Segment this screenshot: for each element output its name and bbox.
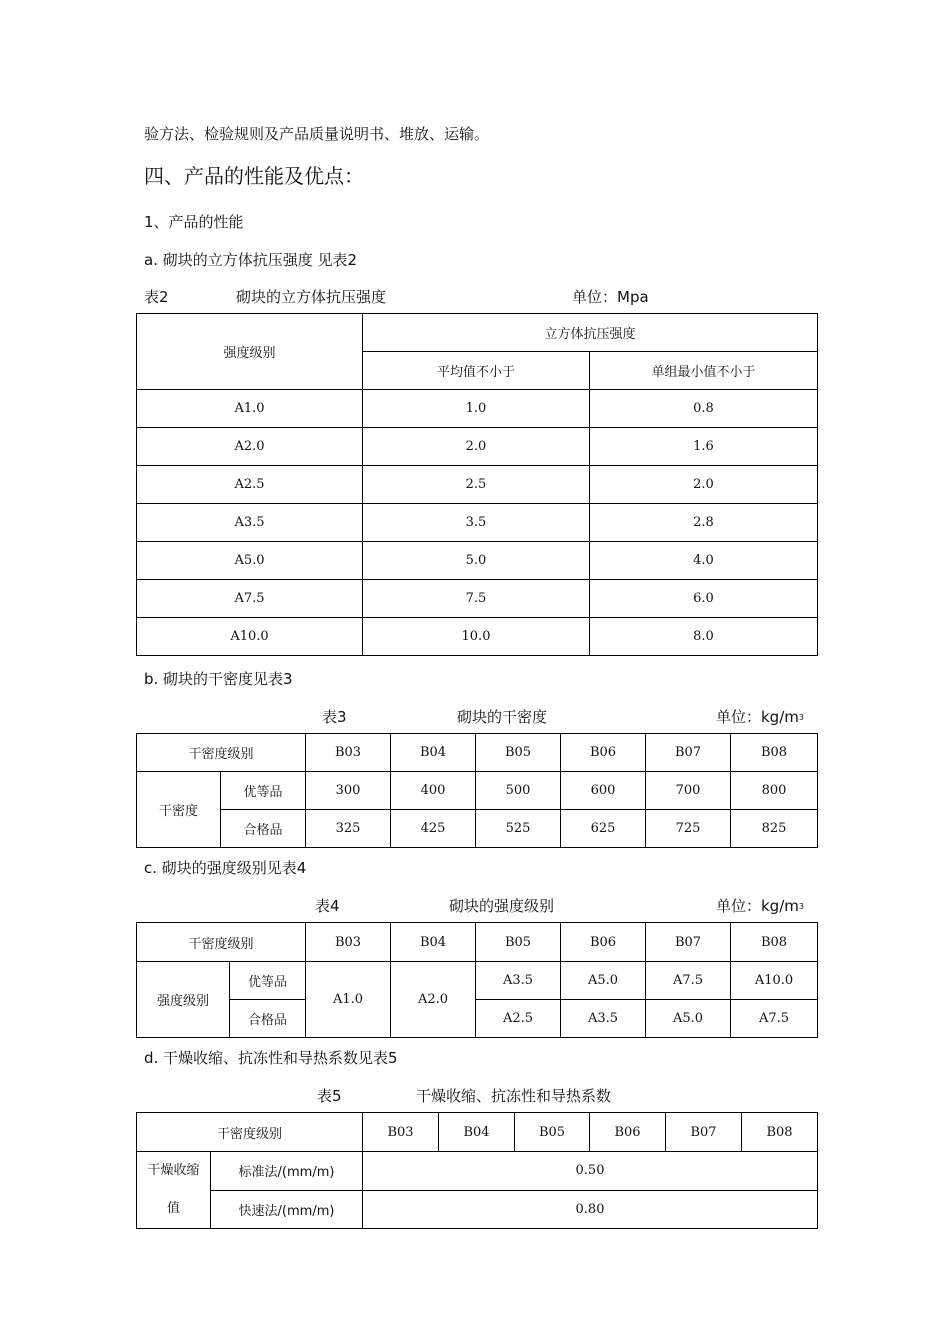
table3-row-superior: 优等品 — [221, 772, 306, 810]
table-row — [137, 390, 818, 428]
table2-cell-min: 4.0 — [590, 542, 818, 580]
table4-cell: A5.0 — [561, 962, 646, 1000]
table3-grade-b06: B06 — [561, 734, 646, 772]
table5-col-grade: 干密度级别 — [137, 1113, 363, 1152]
table3-grade-b07: B07 — [646, 734, 731, 772]
table2-cell-avg: 10.0 — [363, 618, 590, 656]
sub-heading: 1、产品的性能 — [144, 213, 244, 231]
table4-grade-b04: B04 — [391, 923, 476, 962]
table3-grade-b05: B05 — [476, 734, 561, 772]
table4 — [136, 922, 818, 1038]
table4-title: 砌块的强度级别 — [449, 897, 555, 915]
table2-cell-min: 6.0 — [590, 580, 818, 618]
table4-grade-b03: B03 — [306, 923, 391, 962]
table2 — [136, 313, 818, 656]
table2-cell-min: 0.8 — [590, 390, 818, 428]
table2-cell-min: 2.8 — [590, 504, 818, 542]
table2-col-min: 单组最小值不小于 — [590, 352, 818, 390]
table-row — [137, 1000, 818, 1038]
table3-label: 表3 — [322, 708, 347, 726]
table-row — [137, 618, 818, 656]
section-heading: 四、产品的性能及优点： — [144, 164, 364, 188]
table3-row-qualified: 合格品 — [221, 810, 306, 848]
table-row — [137, 810, 818, 848]
table5-row-group-line1: 干燥收缩 — [147, 1163, 200, 1178]
table4-row-superior: 优等品 — [230, 962, 306, 1000]
table2-cell-min: 8.0 — [590, 618, 818, 656]
table3-cell: 600 — [561, 772, 646, 810]
table4-row-qualified: 合格品 — [230, 1000, 306, 1038]
table5-row-fast: 快速法/(mm/m) — [211, 1190, 363, 1229]
table5-fast-value: 0.80 — [363, 1190, 818, 1229]
table3-unit-sup: 3 — [798, 713, 804, 722]
table3-title: 砌块的干密度 — [457, 708, 548, 726]
table4-col-grade: 干密度级别 — [137, 923, 306, 962]
table2-cell-avg: 1.0 — [363, 390, 590, 428]
table4-cell: A3.5 — [561, 1000, 646, 1038]
table3-cell: 525 — [476, 810, 561, 848]
table5-grade-b03: B03 — [363, 1113, 439, 1152]
table4-cell: A7.5 — [646, 962, 731, 1000]
table-row — [137, 428, 818, 466]
table2-label: 表2 — [144, 288, 169, 306]
table-row — [137, 580, 818, 618]
table3 — [136, 733, 818, 848]
table-row — [137, 1152, 818, 1191]
table-row — [137, 542, 818, 580]
table5-grade-b04: B04 — [439, 1113, 515, 1152]
table3-unit — [716, 706, 804, 727]
table-row — [137, 1190, 818, 1229]
table3-grade-b03: B03 — [306, 734, 391, 772]
item-c: c. 砌块的强度级别见表4 — [144, 859, 307, 877]
table3-grade-b08: B08 — [731, 734, 818, 772]
table4-merged-cell: A1.0 — [306, 962, 391, 1038]
table3-unit-text: 单位：kg/m — [716, 708, 799, 726]
table2-cell-grade: A5.0 — [137, 542, 363, 580]
table3-cell: 625 — [561, 810, 646, 848]
table3-cell: 700 — [646, 772, 731, 810]
table3-col-grade: 干密度级别 — [137, 734, 306, 772]
table3-grade-b04: B04 — [391, 734, 476, 772]
intro-line: 验方法、检验规则及产品质量说明书、堆放、运输。 — [144, 125, 490, 143]
table5-row-group-line2: 值 — [166, 1201, 180, 1216]
table4-grade-b07: B07 — [646, 923, 731, 962]
table-row — [137, 772, 818, 810]
table5-row-standard: 标准法/(mm/m) — [211, 1152, 363, 1191]
table3-cell: 400 — [391, 772, 476, 810]
table4-grade-b08: B08 — [731, 923, 818, 962]
table3-cell: 325 — [306, 810, 391, 848]
table2-cell-avg: 5.0 — [363, 542, 590, 580]
table2-col-group: 立方体抗压强度 — [363, 314, 818, 352]
table2-title: 砌块的立方体抗压强度 — [236, 288, 387, 306]
table2-cell-avg: 2.0 — [363, 428, 590, 466]
table4-label: 表4 — [315, 897, 340, 915]
table3-cell: 425 — [391, 810, 476, 848]
table2-col-avg: 平均值不小于 — [363, 352, 590, 390]
table2-cell-grade: A10.0 — [137, 618, 363, 656]
item-b: b. 砌块的干密度见表3 — [144, 670, 293, 688]
table2-cell-min: 2.0 — [590, 466, 818, 504]
item-d: d. 干燥收缩、抗冻性和导热系数见表5 — [144, 1049, 398, 1067]
table5-grade-b06: B06 — [590, 1113, 666, 1152]
table4-grade-b05: B05 — [476, 923, 561, 962]
table4-cell: A7.5 — [731, 1000, 818, 1038]
table2-cell-grade: A2.5 — [137, 466, 363, 504]
table5-title: 干燥收缩、抗冻性和导热系数 — [416, 1087, 612, 1105]
table-row — [137, 504, 818, 542]
table2-cell-grade: A1.0 — [137, 390, 363, 428]
table3-cell: 800 — [731, 772, 818, 810]
item-a: a. 砌块的立方体抗压强度 见表2 — [144, 251, 358, 269]
table4-grade-b06: B06 — [561, 923, 646, 962]
table5-label: 表5 — [317, 1087, 342, 1105]
table4-merged-cell: A2.0 — [391, 962, 476, 1038]
table-row — [137, 466, 818, 504]
table2-unit: 单位：Mpa — [572, 288, 649, 306]
table-row — [137, 962, 818, 1000]
table2-cell-min: 1.6 — [590, 428, 818, 466]
table4-unit — [716, 895, 804, 916]
table3-cell: 825 — [731, 810, 818, 848]
table5 — [136, 1112, 818, 1229]
table4-cell: A3.5 — [476, 962, 561, 1000]
table5-standard-value: 0.50 — [363, 1152, 818, 1191]
table2-col-grade: 强度级别 — [137, 314, 363, 390]
table4-unit-sup: 3 — [798, 902, 804, 911]
table3-cell: 500 — [476, 772, 561, 810]
table5-row-group — [137, 1152, 211, 1229]
table2-cell-avg: 7.5 — [363, 580, 590, 618]
table2-cell-grade: A7.5 — [137, 580, 363, 618]
table3-row-group: 干密度 — [137, 772, 221, 848]
table4-row-group: 强度级别 — [137, 962, 230, 1038]
table2-cell-grade: A2.0 — [137, 428, 363, 466]
table4-cell: A2.5 — [476, 1000, 561, 1038]
table2-cell-avg: 3.5 — [363, 504, 590, 542]
table5-grade-b08: B08 — [742, 1113, 818, 1152]
table3-cell: 725 — [646, 810, 731, 848]
table2-cell-avg: 2.5 — [363, 466, 590, 504]
table2-cell-grade: A3.5 — [137, 504, 363, 542]
table5-grade-b05: B05 — [515, 1113, 590, 1152]
table5-grade-b07: B07 — [666, 1113, 742, 1152]
table3-cell: 300 — [306, 772, 391, 810]
table4-cell: A10.0 — [731, 962, 818, 1000]
table4-unit-text: 单位：kg/m — [716, 897, 799, 915]
table4-cell: A5.0 — [646, 1000, 731, 1038]
